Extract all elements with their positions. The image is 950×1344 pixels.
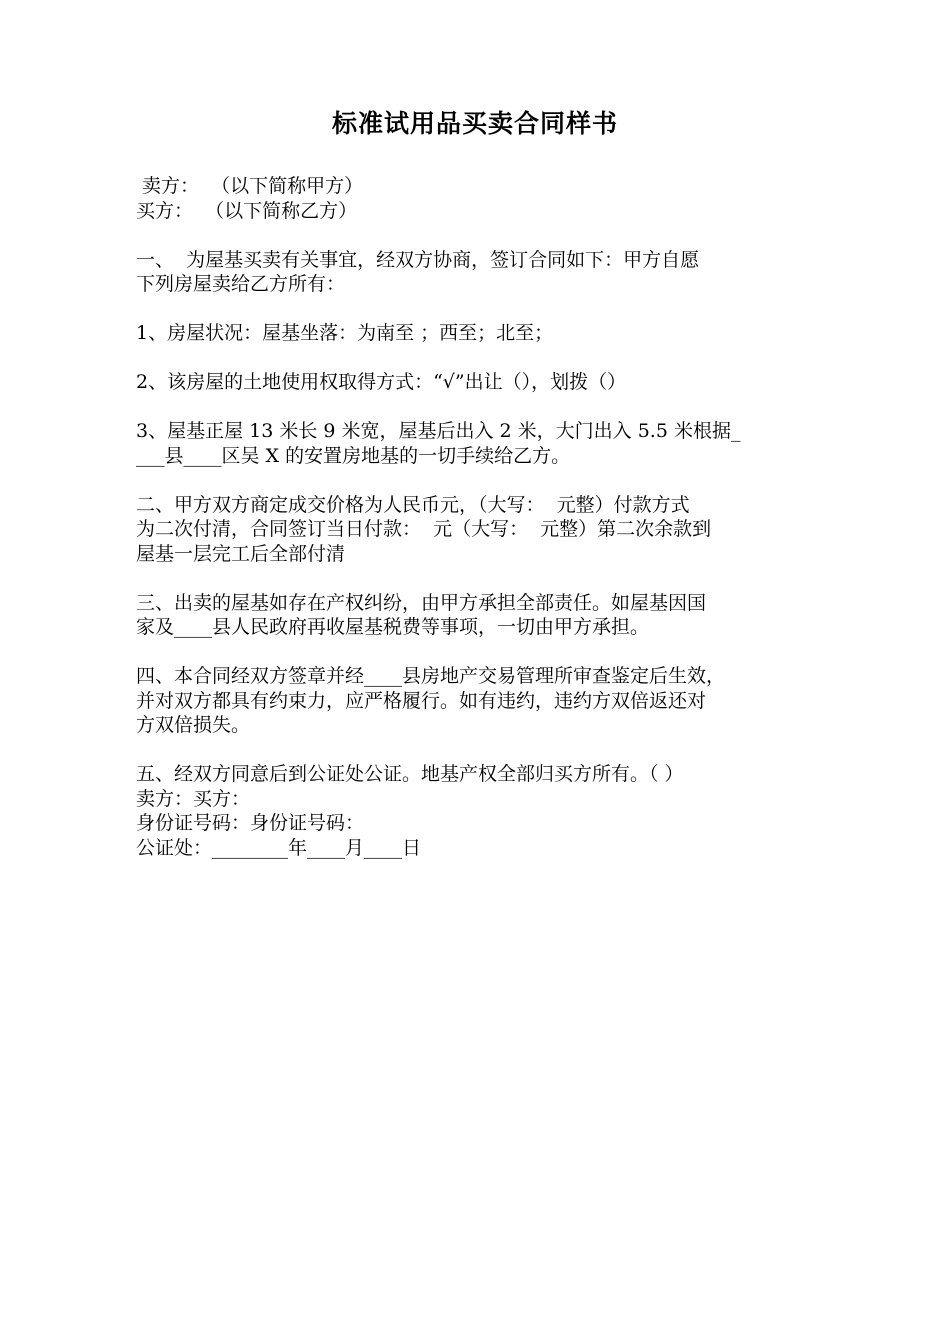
- paragraph-line: 三、出卖的屋基如存在产权纠纷，由甲方承担全部责任。如屋基因国: [136, 591, 707, 614]
- paragraph-line: 为二次付清，合同签订当日付款： 元（大写： 元整）第二次余款到: [136, 518, 712, 540]
- paragraph-spacer: [136, 738, 836, 763]
- clause-1-3-dimensions: [136, 419, 836, 468]
- paragraph-spacer: [136, 297, 836, 322]
- clause-1-intro: [136, 248, 836, 297]
- paragraph-line: 2、该房屋的土地使用权取得方式：“√”出让（），划拨（）: [136, 371, 627, 393]
- paragraph-line: 并对双方都具有约束力，应严格履行。如有违约，违约方双倍返还对: [136, 689, 707, 712]
- paragraph-spacer: [136, 468, 836, 493]
- signature-parties-line: 卖方：买方：: [136, 787, 251, 810]
- paragraph-line: ___县____区吴 X 的安置房地基的一切手续给乙方。: [136, 444, 571, 467]
- notary-date-line: 公证处：________年____月____日: [136, 836, 422, 859]
- clause-2-price: [136, 493, 836, 567]
- clause-1-2-land-use: [136, 370, 836, 395]
- paragraph-spacer: [136, 640, 836, 665]
- seller-line: 卖方： （以下简称甲方）: [136, 175, 364, 197]
- id-number-line: 身份证号码：身份证号码：: [136, 812, 365, 834]
- parties-block: [136, 174, 836, 223]
- buyer-line: 买方： （以下简称乙方）: [136, 199, 358, 222]
- document-body: [136, 174, 836, 860]
- paragraph-spacer: [136, 346, 836, 371]
- clause-5-notarization-and-signatures: [136, 762, 836, 860]
- paragraph-line: 下列房屋卖给乙方所有：: [136, 273, 346, 295]
- paragraph-line: 3、屋基正屋 13 米长 9 米宽，屋基后出入 2 米，大门出入 5.5 米根据_: [136, 420, 741, 442]
- paragraph-line: 二、甲方双方商定成交价格为人民币元，（大写： 元整）付款方式: [136, 493, 690, 516]
- paragraph-line: 1、房屋状况：屋基坐落：为南至 ；西至；北至；: [136, 322, 554, 344]
- document-title: 标准试用品买卖合同样书: [331, 109, 618, 138]
- paragraph-line: 家及____县人民政府再收屋基税费等事项，一切由甲方承担。: [136, 616, 650, 638]
- paragraph-line: 屋基一层完工后全部付清: [136, 542, 346, 565]
- paragraph-spacer: [136, 395, 836, 420]
- paragraph-line: 一、 为屋基买卖有关事宜，经双方协商，签订合同如下：甲方自愿: [136, 248, 700, 271]
- paragraph-spacer: [136, 566, 836, 591]
- paragraph-spacer: [136, 223, 836, 248]
- clause-3-disputes: [136, 591, 836, 640]
- paragraph-line: 方双倍损失。: [136, 714, 251, 736]
- clause-4-effectiveness: [136, 664, 836, 738]
- paragraph-line: 五、经双方同意后到公证处公证。地基产权全部归买方所有。（ ）: [136, 763, 684, 785]
- clause-1-1-house-status: [136, 321, 836, 346]
- paragraph-line: 四、本合同经双方签章并经____县房地产交易管理所审查鉴定后生效，: [136, 665, 726, 687]
